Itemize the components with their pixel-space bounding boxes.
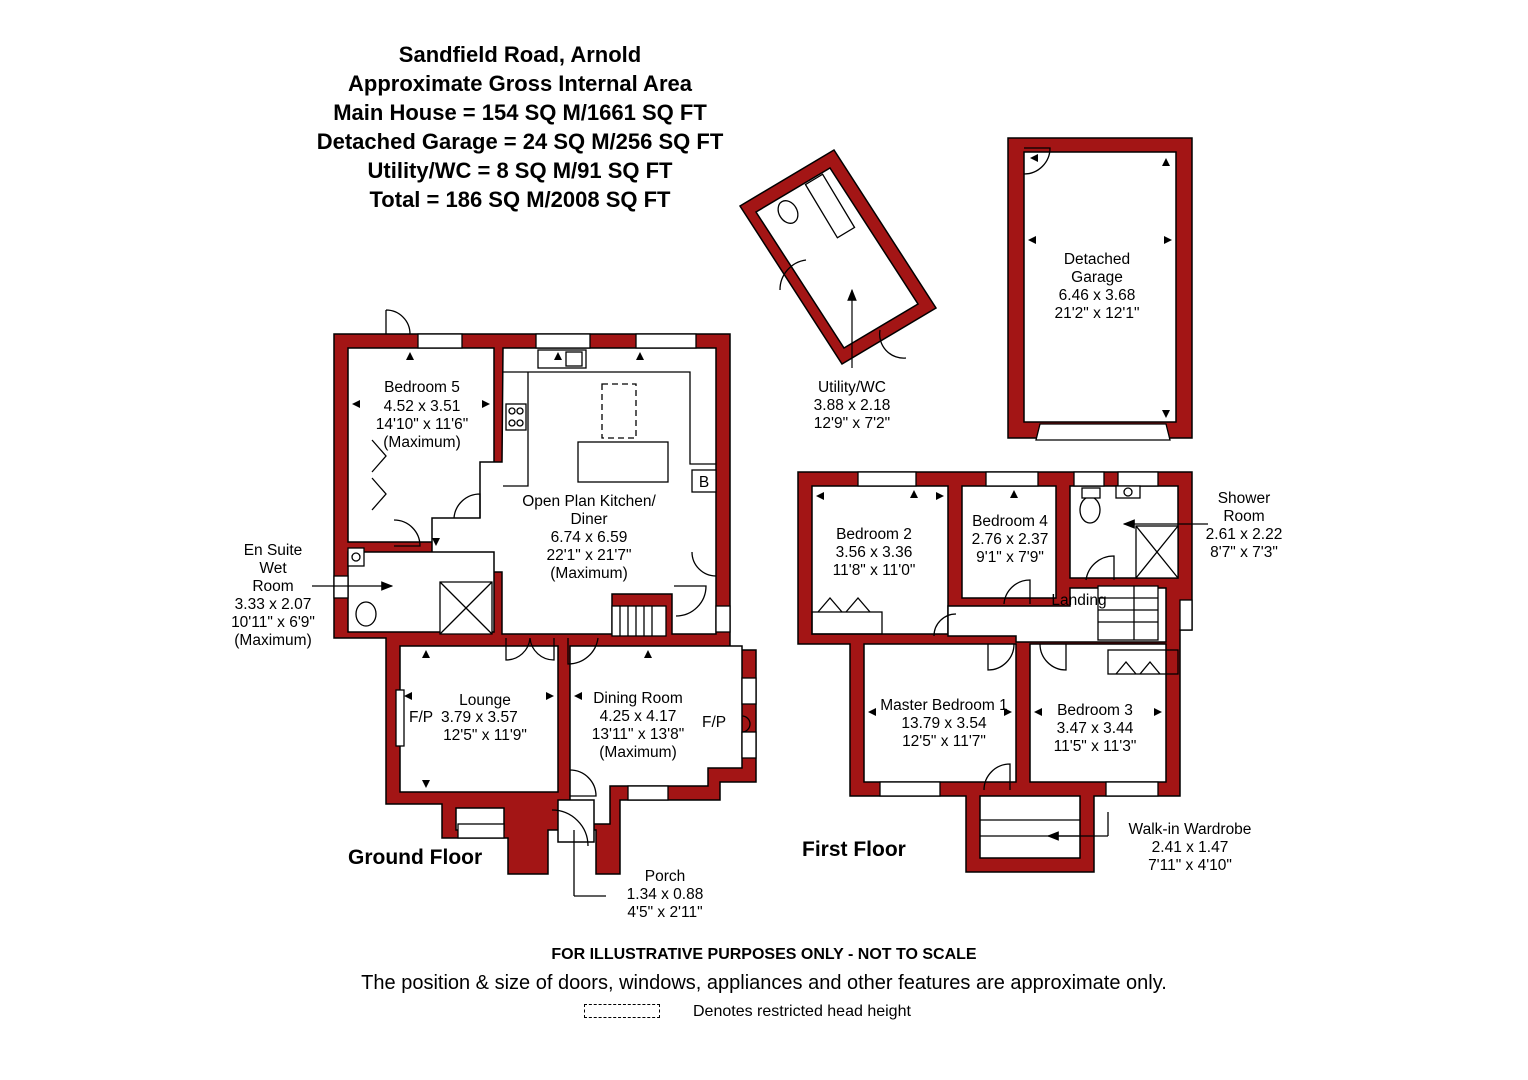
dining-fireplace: F/P: [702, 714, 727, 731]
ensuite-note: (Maximum): [234, 632, 312, 649]
porch-name: Porch: [644, 868, 686, 885]
first-floor-label: First Floor: [802, 838, 906, 861]
ground-floor-label: Ground Floor: [348, 846, 483, 869]
total-area: Total = 186 SQ M/2008 SQ FT: [369, 187, 671, 212]
bedroom-3-imperial: 11'5" x 11'3": [1053, 738, 1137, 755]
master-name: Master Bedroom 1: [880, 697, 1008, 714]
bedroom-2-name: Bedroom 2: [836, 526, 912, 543]
porch-imperial: 4'5" x 2'11": [627, 904, 703, 921]
bedroom-4-name: Bedroom 4: [972, 513, 1048, 530]
ensuite-name-3: Room: [252, 578, 294, 595]
utility-wc-plan: [740, 150, 936, 368]
ensuite-name-1: En Suite: [243, 542, 303, 559]
master-metric: 13.79 x 3.54: [901, 715, 987, 732]
kitchen-name-2: Diner: [570, 511, 608, 528]
bedroom-5-name: Bedroom 5: [384, 379, 460, 396]
legend-text: Denotes restricted head height: [693, 1003, 911, 1020]
boiler-label: B: [698, 474, 710, 491]
ensuite-metric: 3.33 x 2.07: [234, 596, 312, 613]
dining-note: (Maximum): [599, 744, 677, 761]
wardrobe-name: Walk-in Wardrobe: [1128, 821, 1252, 838]
garage-metric: 6.46 x 3.68: [1058, 287, 1136, 304]
shower-imperial: 8'7" x 7'3": [1210, 544, 1278, 561]
bedroom-4-metric: 2.76 x 2.37: [971, 531, 1049, 548]
wardrobe-floor: [980, 796, 1080, 858]
kitchen-imperial: 22'1" x 21'7": [546, 547, 632, 564]
bedroom-5-metric: 4.52 x 3.51: [383, 398, 461, 415]
utility-area: Utility/WC = 8 SQ M/91 SQ FT: [367, 158, 673, 183]
garage-imperial: 21'2" x 12'1": [1054, 305, 1140, 322]
wardrobe-imperial: 7'11" x 4'10": [1148, 857, 1232, 874]
disclaimer-text: The position & size of doors, windows, appliances and other features are approximate only.: [361, 972, 1167, 994]
shower-name-1: Shower: [1217, 490, 1271, 507]
landing-name: Landing: [1051, 592, 1107, 609]
utility-imperial: 12'9" x 7'2": [813, 415, 891, 432]
dining-metric: 4.25 x 4.17: [599, 708, 677, 725]
bedroom-3-metric: 3.47 x 3.44: [1056, 720, 1134, 737]
restricted-height-symbol: [584, 1004, 660, 1018]
dining-imperial: 13'11" x 13'8": [591, 726, 685, 743]
porch-metric: 1.34 x 0.88: [626, 886, 704, 903]
utility-name: Utility/WC: [817, 379, 887, 396]
ensuite-name-2: Wet: [259, 560, 287, 577]
kitchen-note: (Maximum): [550, 565, 628, 582]
bedroom-3-name: Bedroom 3: [1057, 702, 1133, 719]
kitchen-metric: 6.74 x 6.59: [550, 529, 628, 546]
lounge-fireplace: F/P: [409, 709, 434, 726]
utility-metric: 3.88 x 2.18: [813, 397, 891, 414]
bedroom-5-imperial: 14'10" x 11'6": [375, 416, 469, 433]
lounge-imperial: 12'5" x 11'9": [443, 727, 527, 744]
lounge-metric: 3.79 x 3.57: [441, 709, 518, 726]
area-heading: Approximate Gross Internal Area: [348, 71, 692, 96]
porch-floor: [558, 800, 594, 842]
lounge-name: Lounge: [459, 692, 511, 709]
bedroom-4-imperial: 9'1" x 7'9": [976, 549, 1044, 566]
shower-metric: 2.61 x 2.22: [1205, 526, 1283, 543]
shower-name-2: Room: [1223, 508, 1265, 525]
disclaimer-heading: FOR ILLUSTRATIVE PURPOSES ONLY - NOT TO SCALE: [551, 946, 977, 963]
garage-name-1: Detached: [1063, 251, 1131, 268]
dining-name: Dining Room: [593, 690, 683, 707]
main-house-area: Main House = 154 SQ M/1661 SQ FT: [333, 100, 707, 125]
bedroom-2-imperial: 11'8" x 11'0": [832, 562, 916, 579]
wardrobe-metric: 2.41 x 1.47: [1151, 839, 1229, 856]
garage-area: Detached Garage = 24 SQ M/256 SQ FT: [316, 129, 724, 154]
bedroom-5-note: (Maximum): [383, 434, 461, 451]
kitchen-name-1: Open Plan Kitchen/: [522, 493, 656, 510]
master-imperial: 12'5" x 11'7": [902, 733, 986, 750]
property-address: Sandfield Road, Arnold: [398, 42, 642, 67]
bedroom-2-metric: 3.56 x 3.36: [835, 544, 913, 561]
ensuite-imperial: 10'11" x 6'9": [231, 614, 315, 631]
garage-name-2: Garage: [1071, 269, 1123, 286]
